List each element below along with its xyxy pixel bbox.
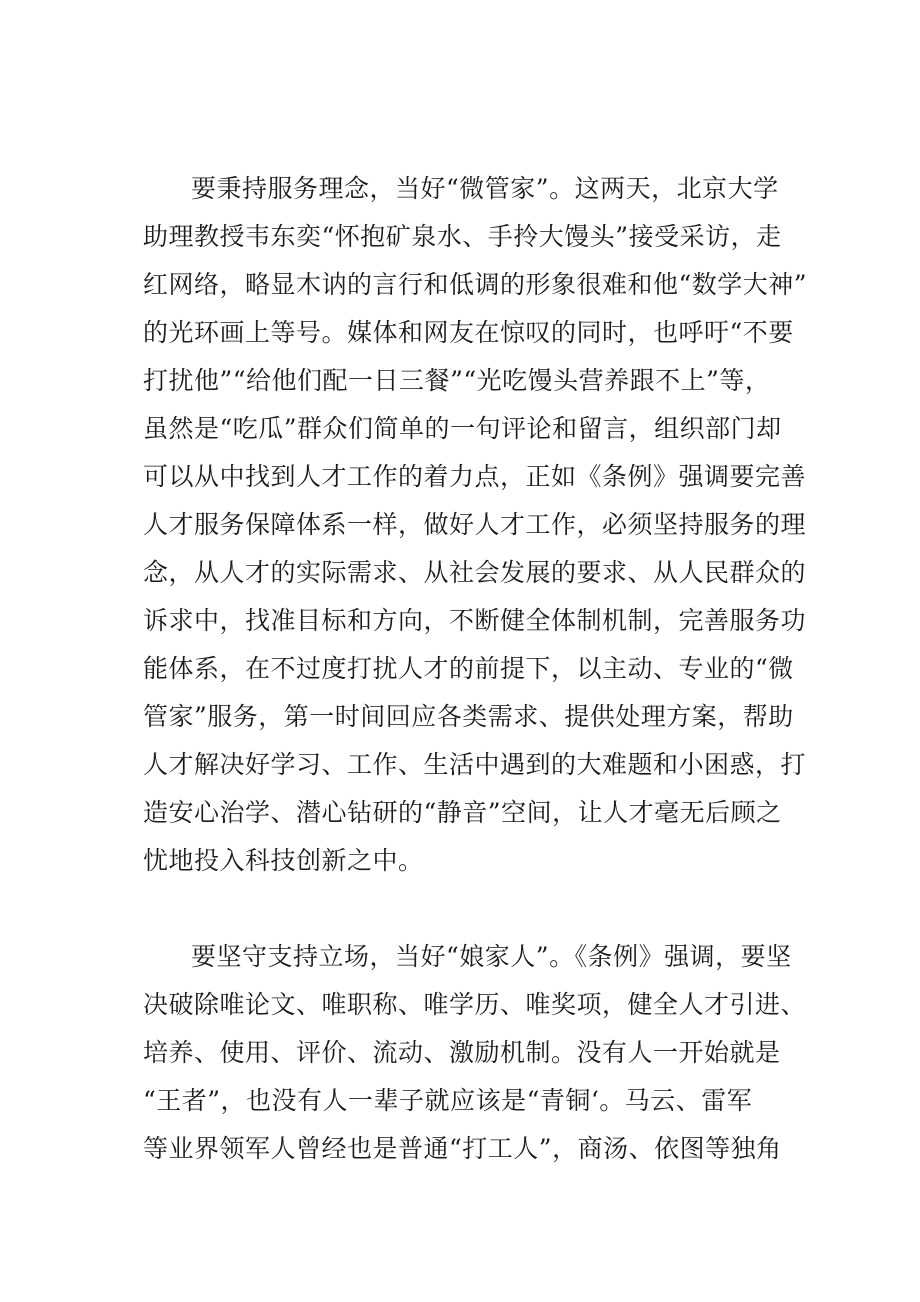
paragraph-line: 红网络，略显木讷的言行和低调的形象很难和他“数学大神” bbox=[143, 270, 808, 299]
paragraph-line: 等业界领军人曾经也是普通“打工人”，商汤、依图等独角 bbox=[143, 1134, 782, 1163]
paragraph-service-concept bbox=[143, 165, 808, 885]
paragraph-line: 人才服务保障体系一样，做好人才工作，必须坚持服务的理 bbox=[143, 510, 807, 539]
paragraph-line: 念，从人才的实际需求、从社会发展的要求、从人民群众的 bbox=[143, 558, 807, 587]
paragraph-support-stance bbox=[143, 933, 807, 1173]
paragraph-line: 虽然是“吃瓜”群众们简单的一句评论和留言，组织部门却 bbox=[143, 414, 782, 443]
paragraph-line: 要坚守支持立场，当好“娘家人”。《条例》强调，要坚 bbox=[191, 942, 792, 971]
paragraph-line: 诉求中，找准目标和方向，不断健全体制机制，完善服务功 bbox=[143, 606, 807, 635]
paragraph-line: 的光环画上等号。媒体和网友在惊叹的同时，也呼吁“不要 bbox=[143, 318, 794, 347]
paragraph-line: 培养、使用、评价、流动、激励机制。没有人一开始就是 bbox=[143, 1038, 781, 1067]
paragraph-line: 造安心治学、潜心钻研的“静音”空间，让人才毫无后顾之 bbox=[143, 798, 782, 827]
paragraph-line: 人才解决好学习、工作、生活中遇到的大难题和小困惑，打 bbox=[143, 750, 807, 779]
paragraph-line: 打扰他”“给他们配一日三餐”“光吃馒头营养跟不上”等， bbox=[143, 366, 771, 395]
paragraph-line: 可以从中找到人才工作的着力点，正如《条例》强调要完善 bbox=[143, 462, 807, 491]
paragraph-line: 能体系，在不过度打扰人才的前提下，以主动、专业的“微 bbox=[143, 654, 794, 683]
paragraph-line: 管家”服务，第一时间回应各类需求、提供处理方案，帮助 bbox=[143, 702, 794, 731]
paragraph-line: 决破除唯论文、唯职称、唯学历、唯奖项，健全人才引进、 bbox=[143, 990, 807, 1019]
paragraph-line: 助理教授韦东奕“怀抱矿泉水、手拎大馒头”接受采访，走 bbox=[143, 222, 782, 251]
paragraph-line: 要秉持服务理念，当好“微管家”。这两天，北京大学 bbox=[191, 174, 779, 203]
paragraph-line: “王者”，也没有人一辈子就应该是“青铜‘。马云、雷军 bbox=[143, 1086, 753, 1115]
paragraph-line: 忧地投入科技创新之中。 bbox=[143, 846, 424, 875]
